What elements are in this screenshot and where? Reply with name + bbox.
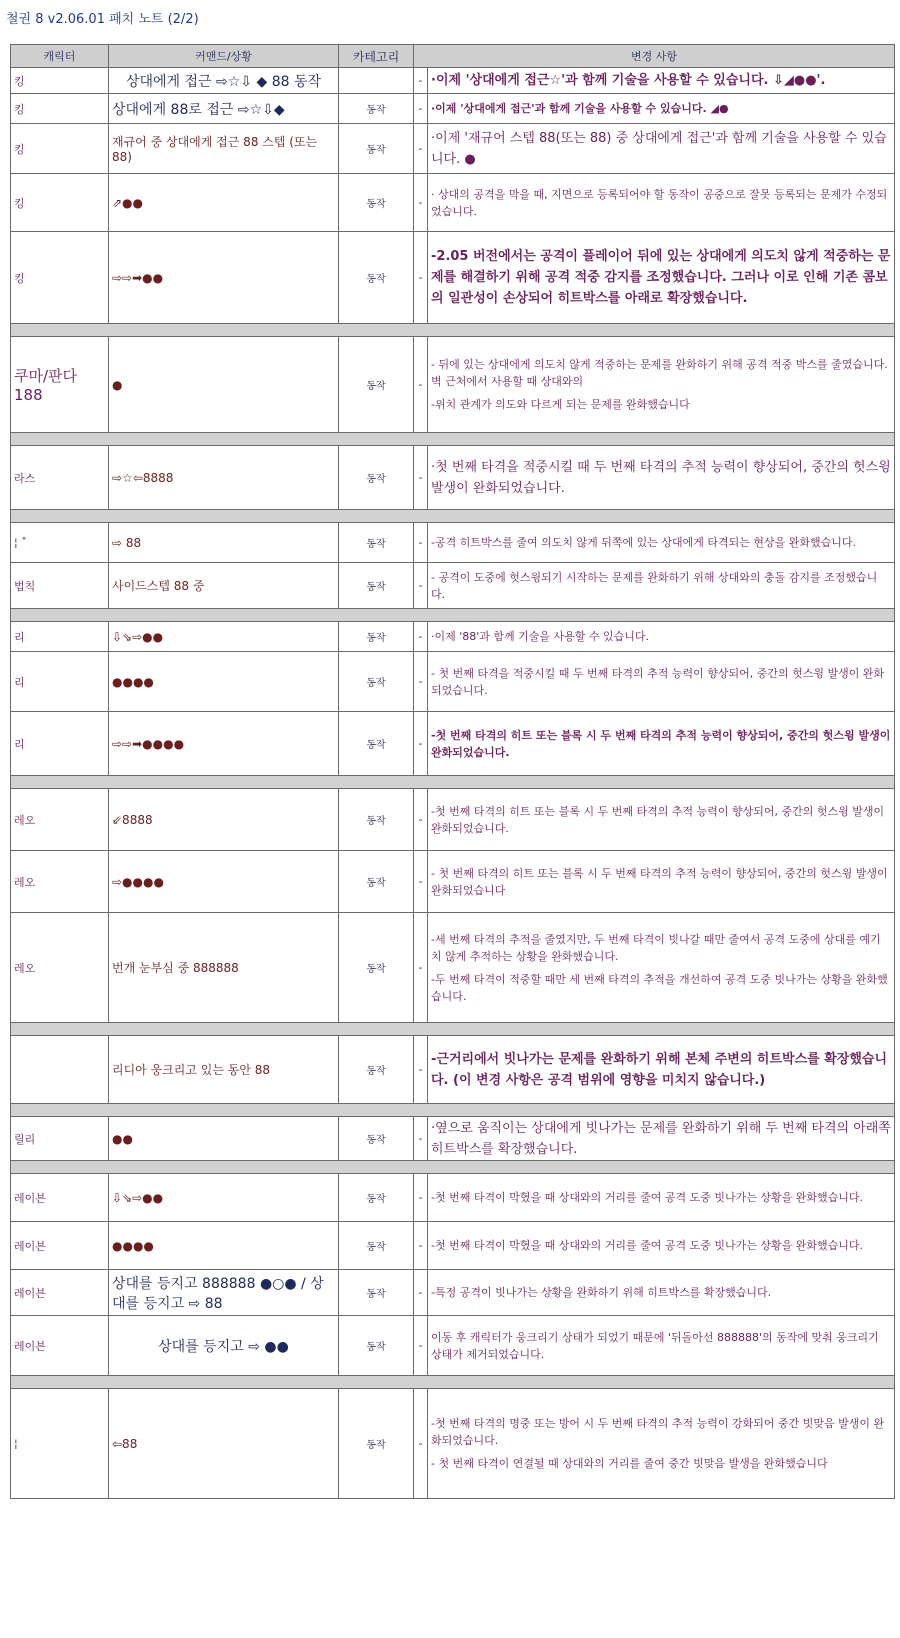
separator-cell <box>11 609 895 622</box>
bullet-dash-cell: - <box>414 1174 428 1222</box>
changes-cell <box>428 622 895 652</box>
bullet-dash-cell: - <box>414 68 428 94</box>
category-cell: 동작 <box>339 94 414 124</box>
bullet-dash-cell: - <box>414 174 428 232</box>
changes-cell <box>428 68 895 94</box>
command-cell: 재규어 중 상대에게 접근 88 스텝 (또는 88) <box>109 124 339 174</box>
table-row <box>11 94 895 124</box>
table-row <box>11 174 895 232</box>
command-cell: ●● <box>109 1117 339 1161</box>
changes-cell <box>428 1316 895 1376</box>
table-row <box>11 563 895 609</box>
changes-cell <box>428 124 895 174</box>
bullet-dash-cell: - <box>414 1117 428 1161</box>
character-cell: 릴리 <box>11 1117 109 1161</box>
separator-cell <box>11 1376 895 1389</box>
character-cell: 레오 <box>11 913 109 1023</box>
table-row <box>11 124 895 174</box>
change-line: ·이제 '88'과 함께 기술을 사용할 수 있습니다. <box>431 630 650 643</box>
bullet-dash-cell: - <box>414 124 428 174</box>
bullet-dash-cell: - <box>414 337 428 433</box>
category-cell: 동작 <box>339 1036 414 1104</box>
bullet-dash-cell: - <box>414 913 428 1023</box>
bullet-dash-cell: - <box>414 851 428 913</box>
change-line: -첫 번째 타격의 명중 또는 방어 시 두 번째 타격의 추적 능력이 강화되어 중간 빗맞음 발생이 완화되었습니다. <box>431 1417 885 1447</box>
change-line: - 뒤에 있는 상대에게 의도치 않게 적중하는 문제를 완화하기 위해 공격 적중 박스를 줄였습니다. 벽 근처에서 사용할 때 상대와의 <box>431 358 888 388</box>
command-cell: 상대에게 접근 ⇨☆⇩ ◆ 88 동작 <box>109 68 339 94</box>
category-cell: 동작 <box>339 1389 414 1499</box>
change-line: ·이제 '상대에게 접근'과 함께 기술을 사용할 수 있습니다. ◢● <box>431 102 729 115</box>
changes-cell <box>428 789 895 851</box>
page-title: 철권 8 v2.06.01 패치 노트 (2/2) <box>6 12 199 27</box>
character-cell: 레이븐 <box>11 1316 109 1376</box>
changes-cell <box>428 174 895 232</box>
command-cell: ● <box>109 337 339 433</box>
category-cell: 동작 <box>339 1117 414 1161</box>
command-cell: ⇨ 88 <box>109 523 339 563</box>
category-cell: 동작 <box>339 523 414 563</box>
change-line: -첫 번째 타격이 막혔을 때 상대와의 거리를 줄여 공격 도중 빗나가는 상황을 완화했습니다. <box>431 1239 863 1252</box>
separator-cell <box>11 1023 895 1036</box>
change-line: · 상대의 공격을 막을 때, 지면으로 등록되어야 할 동작이 공중으로 잘못 등록되는 문제가 수정되었습니다. <box>431 187 888 218</box>
category-cell: 동작 <box>339 1222 414 1270</box>
bullet-dash-cell: - <box>414 712 428 776</box>
table-row <box>11 446 895 510</box>
separator-cell <box>11 324 895 337</box>
category-cell: 동작 <box>339 1270 414 1316</box>
character-cell: 레이븐 <box>11 1222 109 1270</box>
character-cell: 킹 <box>11 94 109 124</box>
category-cell: 동작 <box>339 622 414 652</box>
table-row <box>11 652 895 712</box>
changes-cell <box>428 1389 895 1499</box>
section-separator <box>11 1023 895 1036</box>
command-cell: 사이드스텝 88 중 <box>109 563 339 609</box>
command-cell: ⇨⇨➡●● <box>109 232 339 324</box>
table-row <box>11 523 895 563</box>
bullet-dash-cell: - <box>414 232 428 324</box>
bullet-dash-cell: - <box>414 1222 428 1270</box>
change-line: ·첫 번째 타격을 적중시킬 때 두 번째 타격의 추적 능력이 향상되어, 중간의 헛스윙 발생이 완화되었습니다. <box>431 459 891 496</box>
bullet-dash-cell: - <box>414 1389 428 1499</box>
command-cell: 번개 눈부심 중 888888 <box>109 913 339 1023</box>
command-cell: ⇗●● <box>109 174 339 232</box>
section-separator <box>11 433 895 446</box>
character-cell: 리 <box>11 652 109 712</box>
changes-cell <box>428 563 895 609</box>
section-separator <box>11 1104 895 1117</box>
category-cell: 동작 <box>339 174 414 232</box>
section-separator <box>11 1161 895 1174</box>
change-line: -위치 관계가 의도와 다르게 되는 문제를 완화했습니다 <box>431 398 690 411</box>
category-cell: 동작 <box>339 1174 414 1222</box>
character-cell: ¦ ˚ <box>11 523 109 563</box>
character-cell: 레오 <box>11 789 109 851</box>
character-cell <box>11 1036 109 1104</box>
change-line: -첫 번째 타격의 히트 또는 블록 시 두 번째 타격의 추적 능력이 향상되어, 중간의 헛스윙 발생이 완화되었습니다. <box>431 728 891 759</box>
command-cell: 상대를 등지고 ⇨ ●● <box>109 1316 339 1376</box>
bullet-dash-cell: - <box>414 446 428 510</box>
bullet-dash-cell: - <box>414 622 428 652</box>
bullet-dash-cell: - <box>414 1036 428 1104</box>
changes-cell <box>428 851 895 913</box>
character-cell: 쿠마/판다 188 <box>11 337 109 433</box>
change-line: ·옆으로 움직이는 상대에게 빗나가는 문제를 완화하기 위해 두 번째 타격의 아래쪽 히트박스를 확장했습니다. <box>431 1120 891 1157</box>
command-cell: ⇩⇘⇨●● <box>109 1174 339 1222</box>
change-line: - 첫 번째 타격을 적중시킬 때 두 번째 타격의 추적 능력이 향상되어, 중간의 헛스윙 발생이 완화되었습니다. <box>431 666 885 697</box>
table-row <box>11 1316 895 1376</box>
changes-cell <box>428 1174 895 1222</box>
command-cell: 리디아 웅크리고 있는 동안 88 <box>109 1036 339 1104</box>
table-row <box>11 68 895 94</box>
command-cell: ⇦88 <box>109 1389 339 1499</box>
category-cell: 동작 <box>339 232 414 324</box>
change-line: ·이제 '재규어 스텝 88(또는 88) 중 상대에게 접근'과 함께 기술을 사용할 수 있습니다. ● <box>431 130 887 167</box>
character-cell: 리 <box>11 712 109 776</box>
change-line: -2.05 버전에서는 공격이 플레이어 뒤에 있는 상대에게 의도치 않게 적중하는 문제를 해결하기 위해 공격 적중 감지를 조정했습니다. 그러나 이로 인해 기존 콤보의 일관성이 손상되어 히트박스를 아래로 확장했습니다. <box>431 249 891 306</box>
bullet-dash-cell: - <box>414 94 428 124</box>
changes-cell <box>428 1270 895 1316</box>
section-separator <box>11 609 895 622</box>
bullet-dash-cell: - <box>414 1316 428 1376</box>
change-line: -공격 히트박스를 줄여 의도치 않게 뒤쪽에 있는 상대에게 타격되는 현상을 완화했습니다. <box>431 536 856 549</box>
separator-cell <box>11 1161 895 1174</box>
bullet-dash-cell: - <box>414 652 428 712</box>
category-cell: 동작 <box>339 652 414 712</box>
character-cell: 킹 <box>11 124 109 174</box>
category-cell: 동작 <box>339 563 414 609</box>
character-cell: 레오 <box>11 851 109 913</box>
section-separator <box>11 510 895 523</box>
header-changes: 변경 사항 <box>414 45 895 68</box>
table-row <box>11 1036 895 1104</box>
change-line: -첫 번째 타격의 히트 또는 블록 시 두 번째 타격의 추적 능력이 향상되어, 중간의 헛스윙 발생이 완화되었습니다. <box>431 804 885 835</box>
command-cell: ⇩⇘⇨●● <box>109 622 339 652</box>
change-line: -두 번째 타격이 적중할 때만 세 번째 타격의 추적을 개선하여 공격 도중 빗나가는 상황을 완화했습니다. <box>431 972 888 1003</box>
separator-cell <box>11 1104 895 1117</box>
header-character: 캐릭터 <box>11 45 109 68</box>
command-cell: ⇨☆⇦8888 <box>109 446 339 510</box>
changes-cell <box>428 337 895 433</box>
character-cell: 킹 <box>11 174 109 232</box>
table-header-row <box>11 45 895 68</box>
character-cell: 레이븐 <box>11 1174 109 1222</box>
change-line: 이동 후 캐릭터가 웅크리기 상태가 되었기 때문에 '뒤돌아선 888888'의 동작에 맞춰 웅크리기 상태가 제거되었습니다. <box>431 1330 879 1361</box>
category-cell: 동작 <box>339 851 414 913</box>
changes-cell <box>428 712 895 776</box>
table-row <box>11 622 895 652</box>
change-line: -근거리에서 빗나가는 문제를 완화하기 위해 본체 주변의 히트박스를 확장했습니다. (이 변경 사항은 공격 범위에 영향을 미치지 않습니다.) <box>431 1051 888 1088</box>
change-line: -첫 번째 타격이 막혔을 때 상대와의 거리를 줄여 공격 도중 빗나가는 상황을 완화했습니다. <box>431 1191 863 1204</box>
section-separator <box>11 324 895 337</box>
patch-notes-table <box>10 44 895 1499</box>
bullet-dash-cell: - <box>414 1270 428 1316</box>
changes-cell <box>428 1222 895 1270</box>
table-row <box>11 712 895 776</box>
character-cell: 리 <box>11 622 109 652</box>
changes-cell <box>428 1036 895 1104</box>
table-row <box>11 232 895 324</box>
separator-cell <box>11 510 895 523</box>
bullet-dash-cell: - <box>414 789 428 851</box>
command-cell: ⇨●●●● <box>109 851 339 913</box>
change-line: - 첫 번째 타격의 히트 또는 블록 시 두 번째 타격의 추적 능력이 향상되어, 중간의 헛스윙 발생이 완화되었습니다 <box>431 866 888 897</box>
changes-cell <box>428 913 895 1023</box>
table-body <box>11 68 895 1499</box>
character-cell: 킹 <box>11 68 109 94</box>
command-cell: 상대에게 88로 접근 ⇨☆⇩◆ <box>109 94 339 124</box>
separator-cell <box>11 776 895 789</box>
change-line: - 공격이 도중에 헛스윙되기 시작하는 문제를 완화하기 위해 상대와의 충돌 감지를 조정했습니다. <box>431 570 878 601</box>
character-cell: 라스 <box>11 446 109 510</box>
change-line: -세 번째 타격의 추적을 줄였지만, 두 번째 타격이 빗나갈 때만 줄여서 공격 도중에 상대를 예기치 않게 추적하는 상황을 완화했습니다. <box>431 932 881 963</box>
changes-cell <box>428 1117 895 1161</box>
change-line: -특정 공격이 빗나가는 상황을 완화하기 위해 히트박스를 확장했습니다. <box>431 1286 772 1299</box>
bullet-dash-cell: - <box>414 523 428 563</box>
character-cell: 법칙 <box>11 563 109 609</box>
table-row <box>11 337 895 433</box>
changes-cell <box>428 94 895 124</box>
category-cell <box>339 68 414 94</box>
separator-cell <box>11 433 895 446</box>
changes-cell <box>428 446 895 510</box>
table-row <box>11 789 895 851</box>
category-cell: 동작 <box>339 446 414 510</box>
changes-cell <box>428 523 895 563</box>
header-category: 카테고리 <box>339 45 414 68</box>
bullet-dash-cell: - <box>414 563 428 609</box>
command-cell: 상대를 등지고 888888 ●○● / 상대를 등지고 ⇨ 88 <box>109 1270 339 1316</box>
header-command: 커맨드/상황 <box>109 45 339 68</box>
change-line: - 첫 번째 타격이 연결될 때 상대와의 거리를 줄여 중간 빗맞음 발생을 완화했습니다 <box>431 1457 828 1470</box>
character-cell: ¦ <box>11 1389 109 1499</box>
character-cell: 레이븐 <box>11 1270 109 1316</box>
command-cell: ⇨⇨➡●●●● <box>109 712 339 776</box>
table-row <box>11 1222 895 1270</box>
category-cell: 동작 <box>339 913 414 1023</box>
command-cell: ●●●● <box>109 1222 339 1270</box>
table-row <box>11 1270 895 1316</box>
table-row <box>11 851 895 913</box>
category-cell: 동작 <box>339 789 414 851</box>
section-separator <box>11 1376 895 1389</box>
category-cell: 동작 <box>339 124 414 174</box>
table-row <box>11 1174 895 1222</box>
table-row <box>11 1389 895 1499</box>
category-cell: 동작 <box>339 712 414 776</box>
table-row <box>11 913 895 1023</box>
character-cell: 킹 <box>11 232 109 324</box>
change-line: ·이제 '상대에게 접근☆'과 함께 기술을 사용할 수 있습니다. ⇩◢●●'. <box>431 73 826 88</box>
command-cell: ⇙8888 <box>109 789 339 851</box>
category-cell: 동작 <box>339 1316 414 1376</box>
category-cell: 동작 <box>339 337 414 433</box>
section-separator <box>11 776 895 789</box>
changes-cell <box>428 652 895 712</box>
command-cell: ●●●● <box>109 652 339 712</box>
changes-cell <box>428 232 895 324</box>
table-row <box>11 1117 895 1161</box>
